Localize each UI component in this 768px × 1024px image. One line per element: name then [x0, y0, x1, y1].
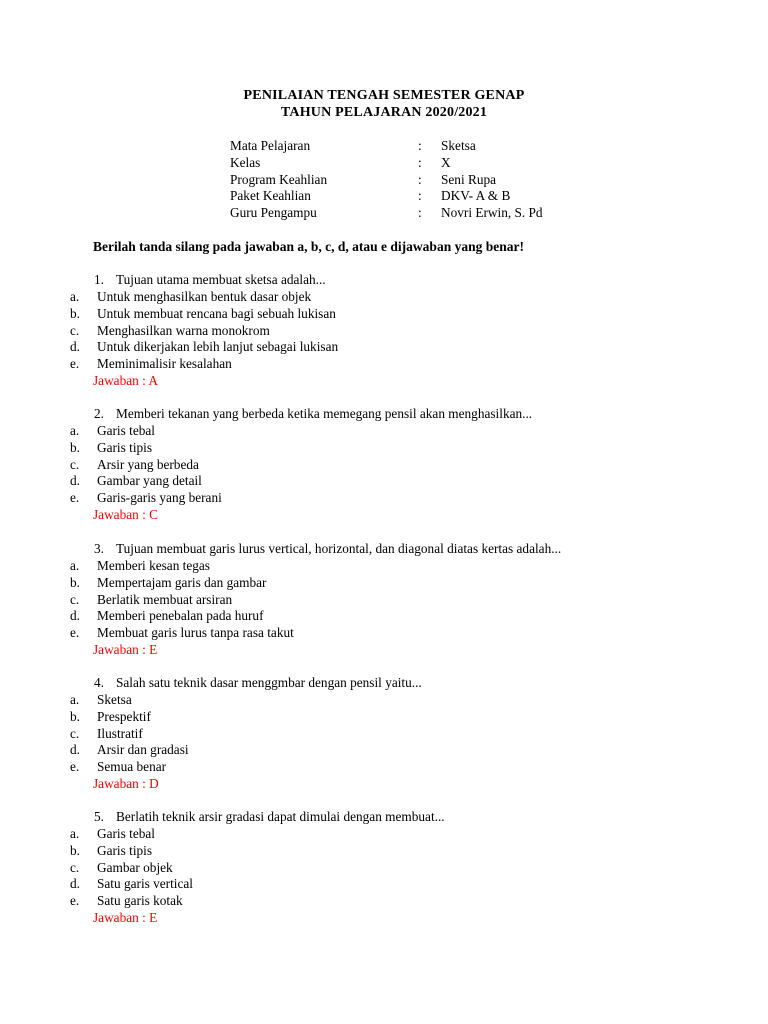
info-separator: : [418, 138, 422, 153]
answer-key [0, 777, 768, 794]
info-separator: : [418, 205, 422, 221]
option-text: Garis tipis [97, 439, 153, 455]
option-c[interactable] [0, 593, 768, 610]
question-text-row [0, 676, 768, 693]
question-text-row [0, 273, 768, 290]
option-e[interactable] [0, 626, 768, 643]
option-d[interactable] [0, 877, 768, 894]
question-text: Tujuan membuat garis lurus vertical, horizontal, dan diagonal diatas kertas adalah... [116, 541, 562, 556]
option-a[interactable] [0, 693, 768, 710]
question-number: 2. [94, 406, 104, 421]
option-text: Satu garis kotak [97, 893, 183, 909]
option-letter: b. [70, 842, 80, 858]
option-letter: d. [70, 742, 80, 758]
info-separator: : [418, 171, 422, 187]
option-letter: e. [70, 893, 80, 909]
option-letter: b. [70, 708, 80, 724]
option-text: Semua benar [97, 759, 167, 775]
info-key: Program Keahlian [230, 171, 328, 187]
option-letter: a. [70, 826, 80, 841]
option-text: Satu garis vertical [97, 876, 193, 892]
option-text: Memberi kesan tegas [97, 558, 210, 573]
option-letter: d. [70, 339, 80, 355]
answer-text: Jawaban : D [93, 775, 159, 791]
info-value: Novri Erwin, S. Pd [441, 205, 543, 221]
option-e[interactable] [0, 357, 768, 374]
option-d[interactable] [0, 743, 768, 760]
info-key: Mata Pelajaran [230, 138, 311, 153]
option-letter: a. [70, 423, 80, 438]
option-letter: c. [70, 591, 80, 607]
option-text: Garis tebal [97, 826, 155, 841]
option-text: Memberi penebalan pada huruf [97, 608, 264, 624]
option-b[interactable] [0, 307, 768, 324]
option-c[interactable] [0, 727, 768, 744]
answer-text: Jawaban : C [93, 506, 158, 522]
answer-text: Jawaban : A [93, 372, 158, 388]
question-number: 4. [94, 675, 104, 690]
option-text: Gambar objek [97, 859, 173, 875]
option-letter: a. [70, 558, 80, 573]
option-text: Untuk membuat rencana bagi sebuah lukisan [97, 305, 336, 321]
option-text: Untuk menghasilkan bentuk dasar objek [97, 289, 312, 304]
option-d[interactable] [0, 609, 768, 626]
option-letter: b. [70, 305, 80, 321]
option-text: Arsir yang berbeda [97, 456, 199, 472]
answer-key [0, 643, 768, 660]
option-letter: c. [70, 456, 80, 472]
option-letter: c. [70, 859, 80, 875]
info-value: X [441, 154, 451, 170]
option-text: Garis-garis yang berani [97, 490, 222, 506]
question-text: Berlatih teknik arsir gradasi dapat dimulai dengan membuat... [116, 809, 445, 824]
option-a[interactable] [0, 827, 768, 844]
option-c[interactable] [0, 458, 768, 475]
option-d[interactable] [0, 474, 768, 491]
info-row-package [230, 189, 630, 206]
option-text: Mempertajam garis dan gambar [97, 574, 267, 590]
option-text: Ilustratif [97, 725, 143, 741]
answer-text: Jawaban : E [93, 909, 158, 925]
question-1 [0, 273, 768, 391]
option-letter: e. [70, 490, 80, 506]
question-number: 1. [94, 272, 104, 287]
option-text: Garis tebal [97, 423, 155, 438]
option-letter: a. [70, 289, 80, 304]
info-value: DKV- A & B [441, 188, 511, 204]
instruction-text: Berilah tanda silang pada jawaban a, b, c, d, atau e dijawaban yang benar! [93, 239, 524, 254]
question-text: Memberi tekanan yang berbeda ketika memegang pensil akan menghasilkan... [116, 406, 533, 421]
option-text: Prespektif [97, 708, 151, 724]
exam-info-table [230, 139, 630, 223]
question-text-row [0, 810, 768, 827]
option-text: Garis tipis [97, 842, 153, 858]
answer-key [0, 374, 768, 391]
option-letter: d. [70, 876, 80, 892]
option-text: Arsir dan gradasi [97, 742, 189, 758]
option-text: Berlatik membuat arsiran [97, 591, 233, 607]
option-letter: a. [70, 692, 80, 707]
option-c[interactable] [0, 324, 768, 341]
info-separator: : [418, 188, 422, 204]
info-row-program [230, 173, 630, 190]
option-e[interactable] [0, 894, 768, 911]
option-e[interactable] [0, 760, 768, 777]
option-a[interactable] [0, 424, 768, 441]
option-d[interactable] [0, 340, 768, 357]
option-e[interactable] [0, 491, 768, 508]
option-letter: b. [70, 574, 80, 590]
option-text: Meminimalisir kesalahan [97, 356, 232, 372]
info-key: Guru Pengampu [230, 205, 317, 221]
question-number: 3. [94, 541, 104, 556]
option-letter: d. [70, 608, 80, 624]
question-text-row [0, 407, 768, 424]
question-4 [0, 676, 768, 794]
question-3 [0, 542, 768, 660]
option-text: Sketsa [97, 692, 132, 707]
option-letter: e. [70, 625, 80, 641]
option-text: Untuk dikerjakan lebih lanjut sebagai lukisan [97, 339, 339, 355]
option-letter: e. [70, 759, 80, 775]
question-text: Tujuan utama membuat sketsa adalah... [116, 272, 326, 287]
info-value: Sketsa [441, 138, 476, 153]
question-number: 5. [94, 809, 104, 824]
option-a[interactable] [0, 290, 768, 307]
question-5 [0, 810, 768, 928]
option-letter: d. [70, 473, 80, 489]
option-b[interactable] [0, 710, 768, 727]
question-text-row [0, 542, 768, 559]
option-text: Membuat garis lurus tanpa rasa takut [97, 625, 294, 641]
info-key: Paket Keahlian [230, 188, 311, 204]
info-value: Seni Rupa [441, 171, 497, 187]
option-letter: b. [70, 439, 80, 455]
question-2 [0, 407, 768, 525]
answer-text: Jawaban : E [93, 641, 158, 657]
option-text: Menghasilkan warna monokrom [97, 322, 270, 338]
info-row-class [230, 156, 630, 173]
option-letter: c. [70, 322, 80, 338]
option-letter: c. [70, 725, 80, 741]
option-b[interactable] [0, 441, 768, 458]
option-a[interactable] [0, 559, 768, 576]
option-text: Gambar yang detail [97, 473, 202, 489]
question-text: Salah satu teknik dasar menggmbar dengan pensil yaitu... [116, 675, 422, 690]
page-title-line-1: PENILAIAN TENGAH SEMESTER GENAP [243, 88, 525, 103]
option-letter: e. [70, 356, 80, 372]
page-title-line-2: TAHUN PELAJARAN 2020/2021 [280, 105, 488, 120]
answer-key [0, 911, 768, 928]
answer-key [0, 508, 768, 525]
info-key: Kelas [230, 154, 261, 170]
option-b[interactable] [0, 576, 768, 593]
info-row-teacher [230, 206, 630, 223]
option-b[interactable] [0, 844, 768, 861]
info-row-subject [230, 139, 630, 156]
option-c[interactable] [0, 861, 768, 878]
info-separator: : [418, 154, 422, 170]
